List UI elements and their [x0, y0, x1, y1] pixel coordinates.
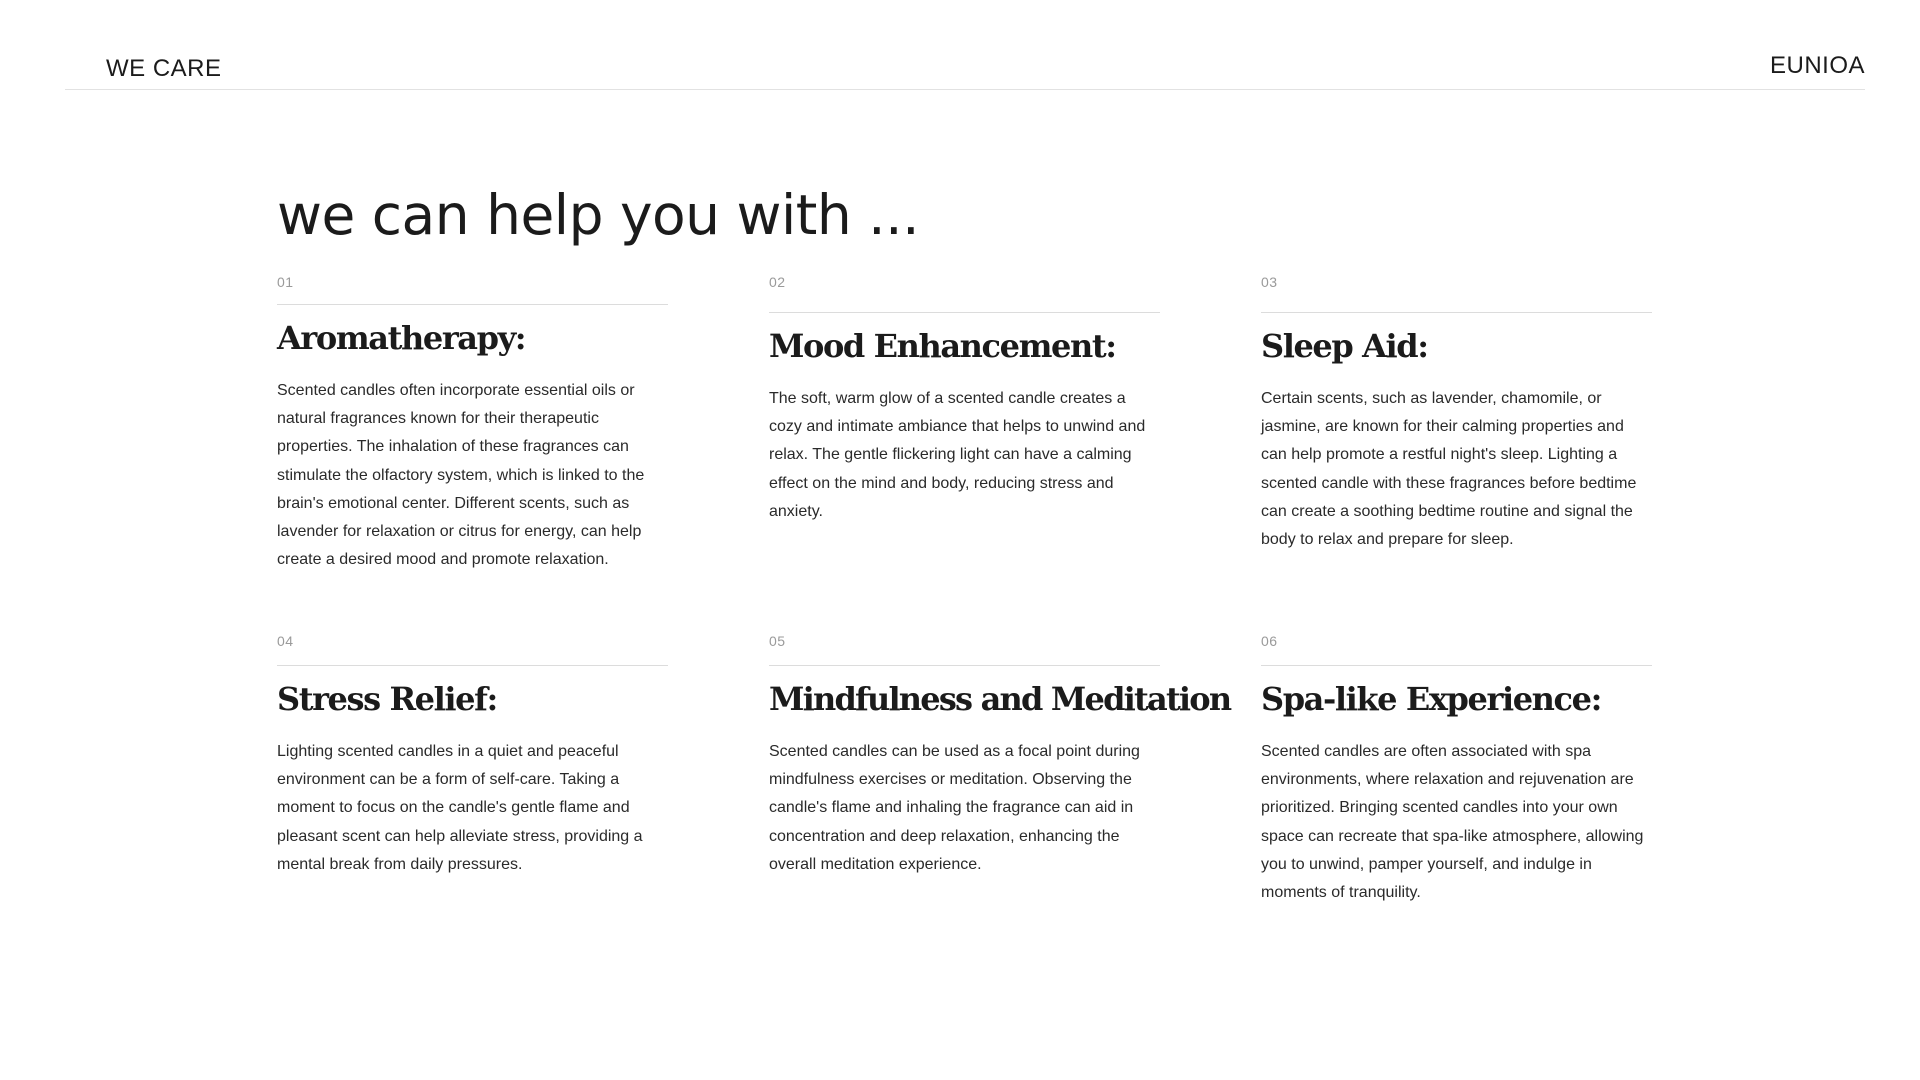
site-header	[65, 0, 1865, 90]
card-description: Lighting scented candles in a quiet and peaceful environment can be a form of self-care. Taking a moment to focus on the candle's gentle flame and pleasant scent can help alleviate stress, providing a mental break from daily pressures.	[277, 743, 643, 873]
benefit-card-aromatherapy	[277, 274, 668, 574]
page-title: we can help you with ...	[277, 183, 920, 247]
benefit-card-spa-experience	[1261, 633, 1652, 907]
card-title: Mindfulness and Meditation	[769, 680, 1231, 718]
card-title: Aromatherapy:	[277, 319, 526, 357]
we-care-label[interactable]: WE CARE	[106, 55, 222, 82]
card-description: Scented candles often incorporate essential oils or natural fragrances known for their therapeutic properties. The inhalation of these fragrances can stimulate the olfactory system, which is linked to the brain's emotional center. Different scents, such as lavender for relaxation or citrus for energy, can help create a desired mood and promote relaxation.	[277, 382, 645, 569]
benefit-card-mindfulness	[769, 633, 1231, 879]
benefit-card-stress-relief	[277, 633, 668, 879]
card-description: Certain scents, such as lavender, chamomile, or jasmine, are known for their calming properties and can help promote a restful night's sleep. Lighting a scented candle with these fragrances before bedtime can create a soothing bedtime routine and signal the body to relax and prepare for sleep.	[1261, 390, 1637, 549]
card-title: Spa-like Experience:	[1261, 680, 1601, 718]
card-number: 01	[277, 274, 668, 305]
card-description: Scented candles can be used as a focal point during mindfulness exercises or meditation. Observing the candle's flame and inhaling the fragrance can aid in concentration and deep relaxation, enhancing the overall meditation experience.	[769, 743, 1140, 873]
card-description: The soft, warm glow of a scented candle creates a cozy and intimate ambiance that helps to unwind and relax. The gentle flickering light can have a calming effect on the mind and body, reducing stress and anxiety.	[769, 390, 1146, 520]
card-description: Scented candles are often associated with spa environments, where relaxation and rejuvenation are prioritized. Bringing scented candles into your own space can recreate that spa-like atmosphere, allowing you to unwind, pamper yourself, and indulge in moments of tranquility.	[1261, 743, 1644, 902]
card-title: Sleep Aid:	[1261, 327, 1428, 365]
benefit-card-mood-enhancement	[769, 274, 1160, 526]
card-number: 03	[1261, 274, 1652, 313]
brand-logo[interactable]: EUNIOA	[1769, 52, 1865, 79]
card-number: 04	[277, 633, 668, 666]
benefit-card-sleep-aid	[1261, 274, 1652, 554]
card-number: 02	[769, 274, 1160, 313]
card-number: 05	[769, 633, 1160, 666]
card-title: Mood Enhancement:	[769, 327, 1116, 365]
card-number: 06	[1261, 633, 1652, 666]
card-title: Stress Relief:	[277, 680, 497, 718]
